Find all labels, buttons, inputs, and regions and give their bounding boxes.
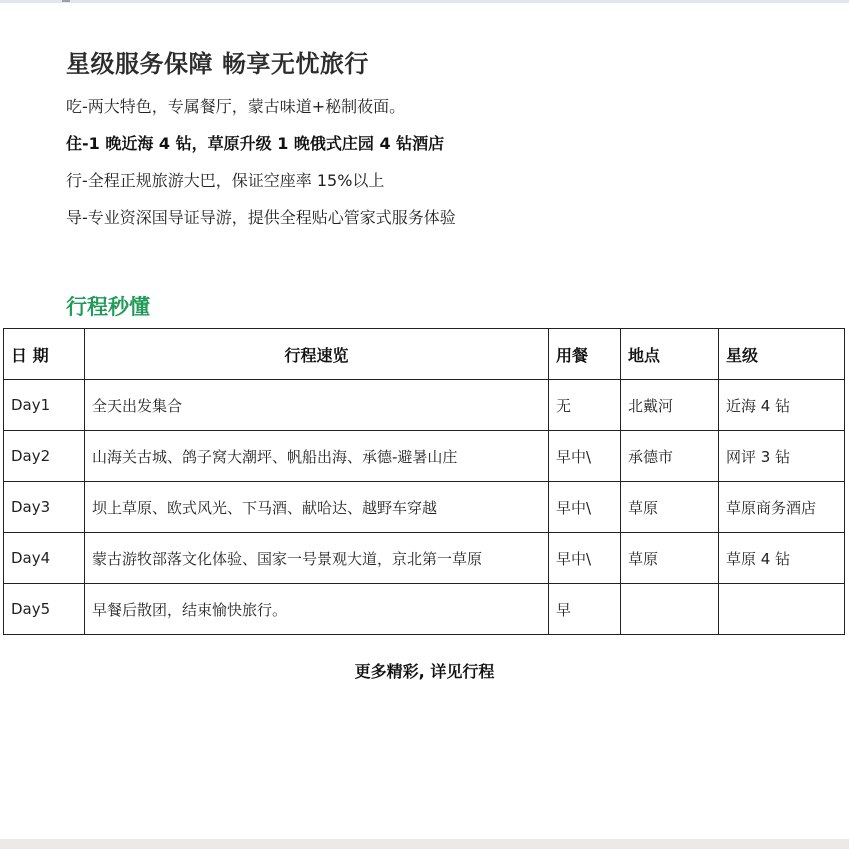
cell-meals: 无 [549,380,621,431]
table-row [4,482,845,533]
feature-guide: 导-专业资深国导证导游，提供全程贴心管家式服务体验 [66,208,456,227]
cell-rating: 近海 4 钻 [719,380,845,431]
feature-food: 吃-两大特色，专属餐厅，蒙古味道+秘制莜面。 [66,97,406,116]
table-row [4,584,845,635]
cell-overview: 早餐后散团，结束愉快旅行。 [85,584,549,635]
header-location: 地点 [621,329,719,380]
cell-meals: 早中\ [549,482,621,533]
cell-rating: 草原 4 钻 [719,533,845,584]
cell-location: 承德市 [621,431,719,482]
cell-overview: 坝上草原、欧式风光、下马酒、献哈达、越野车穿越 [85,482,549,533]
window-top-strip [0,0,849,3]
cell-day: Day5 [4,584,85,635]
cell-rating: 网评 3 钻 [719,431,845,482]
table-header-row [4,329,845,380]
header-date: 日 期 [4,329,85,380]
header-meals: 用餐 [549,329,621,380]
cell-meals: 早中\ [549,533,621,584]
cell-overview: 蒙古游牧部落文化体验、国家一号景观大道，京北第一草原 [85,533,549,584]
cell-overview: 全天出发集合 [85,380,549,431]
cell-rating: 草原商务酒店 [719,482,845,533]
cell-location: 草原 [621,482,719,533]
cell-location [621,584,719,635]
header-rating: 星级 [719,329,845,380]
cell-day: Day3 [4,482,85,533]
cell-day: Day1 [4,380,85,431]
feature-transport: 行-全程正规旅游大巴，保证空座率 15%以上 [66,171,385,190]
page-headline: 星级服务保障 畅享无忧旅行 [66,50,369,78]
cell-meals: 早 [549,584,621,635]
cell-location: 北戴河 [621,380,719,431]
cell-overview: 山海关古城、鸽子窝大潮坪、帆船出海、承德-避暑山庄 [85,431,549,482]
table-row [4,431,845,482]
table-row [4,380,845,431]
header-overview: 行程速览 [85,329,549,380]
more-details-link[interactable]: 更多精彩, 详见行程 [354,662,495,681]
cell-day: Day2 [4,431,85,482]
window-bottom-strip [0,839,849,849]
feature-lodging: 住-1 晚近海 4 钻，草原升级 1 晚俄式庄园 4 钻酒店 [66,134,445,153]
cell-rating [719,584,845,635]
cell-day: Day4 [4,533,85,584]
cell-location: 草原 [621,533,719,584]
scroll-marker [62,0,70,2]
cell-meals: 早中\ [549,431,621,482]
itinerary-table [3,328,845,635]
table-row [4,533,845,584]
section-title-itinerary: 行程秒懂 [66,295,150,319]
